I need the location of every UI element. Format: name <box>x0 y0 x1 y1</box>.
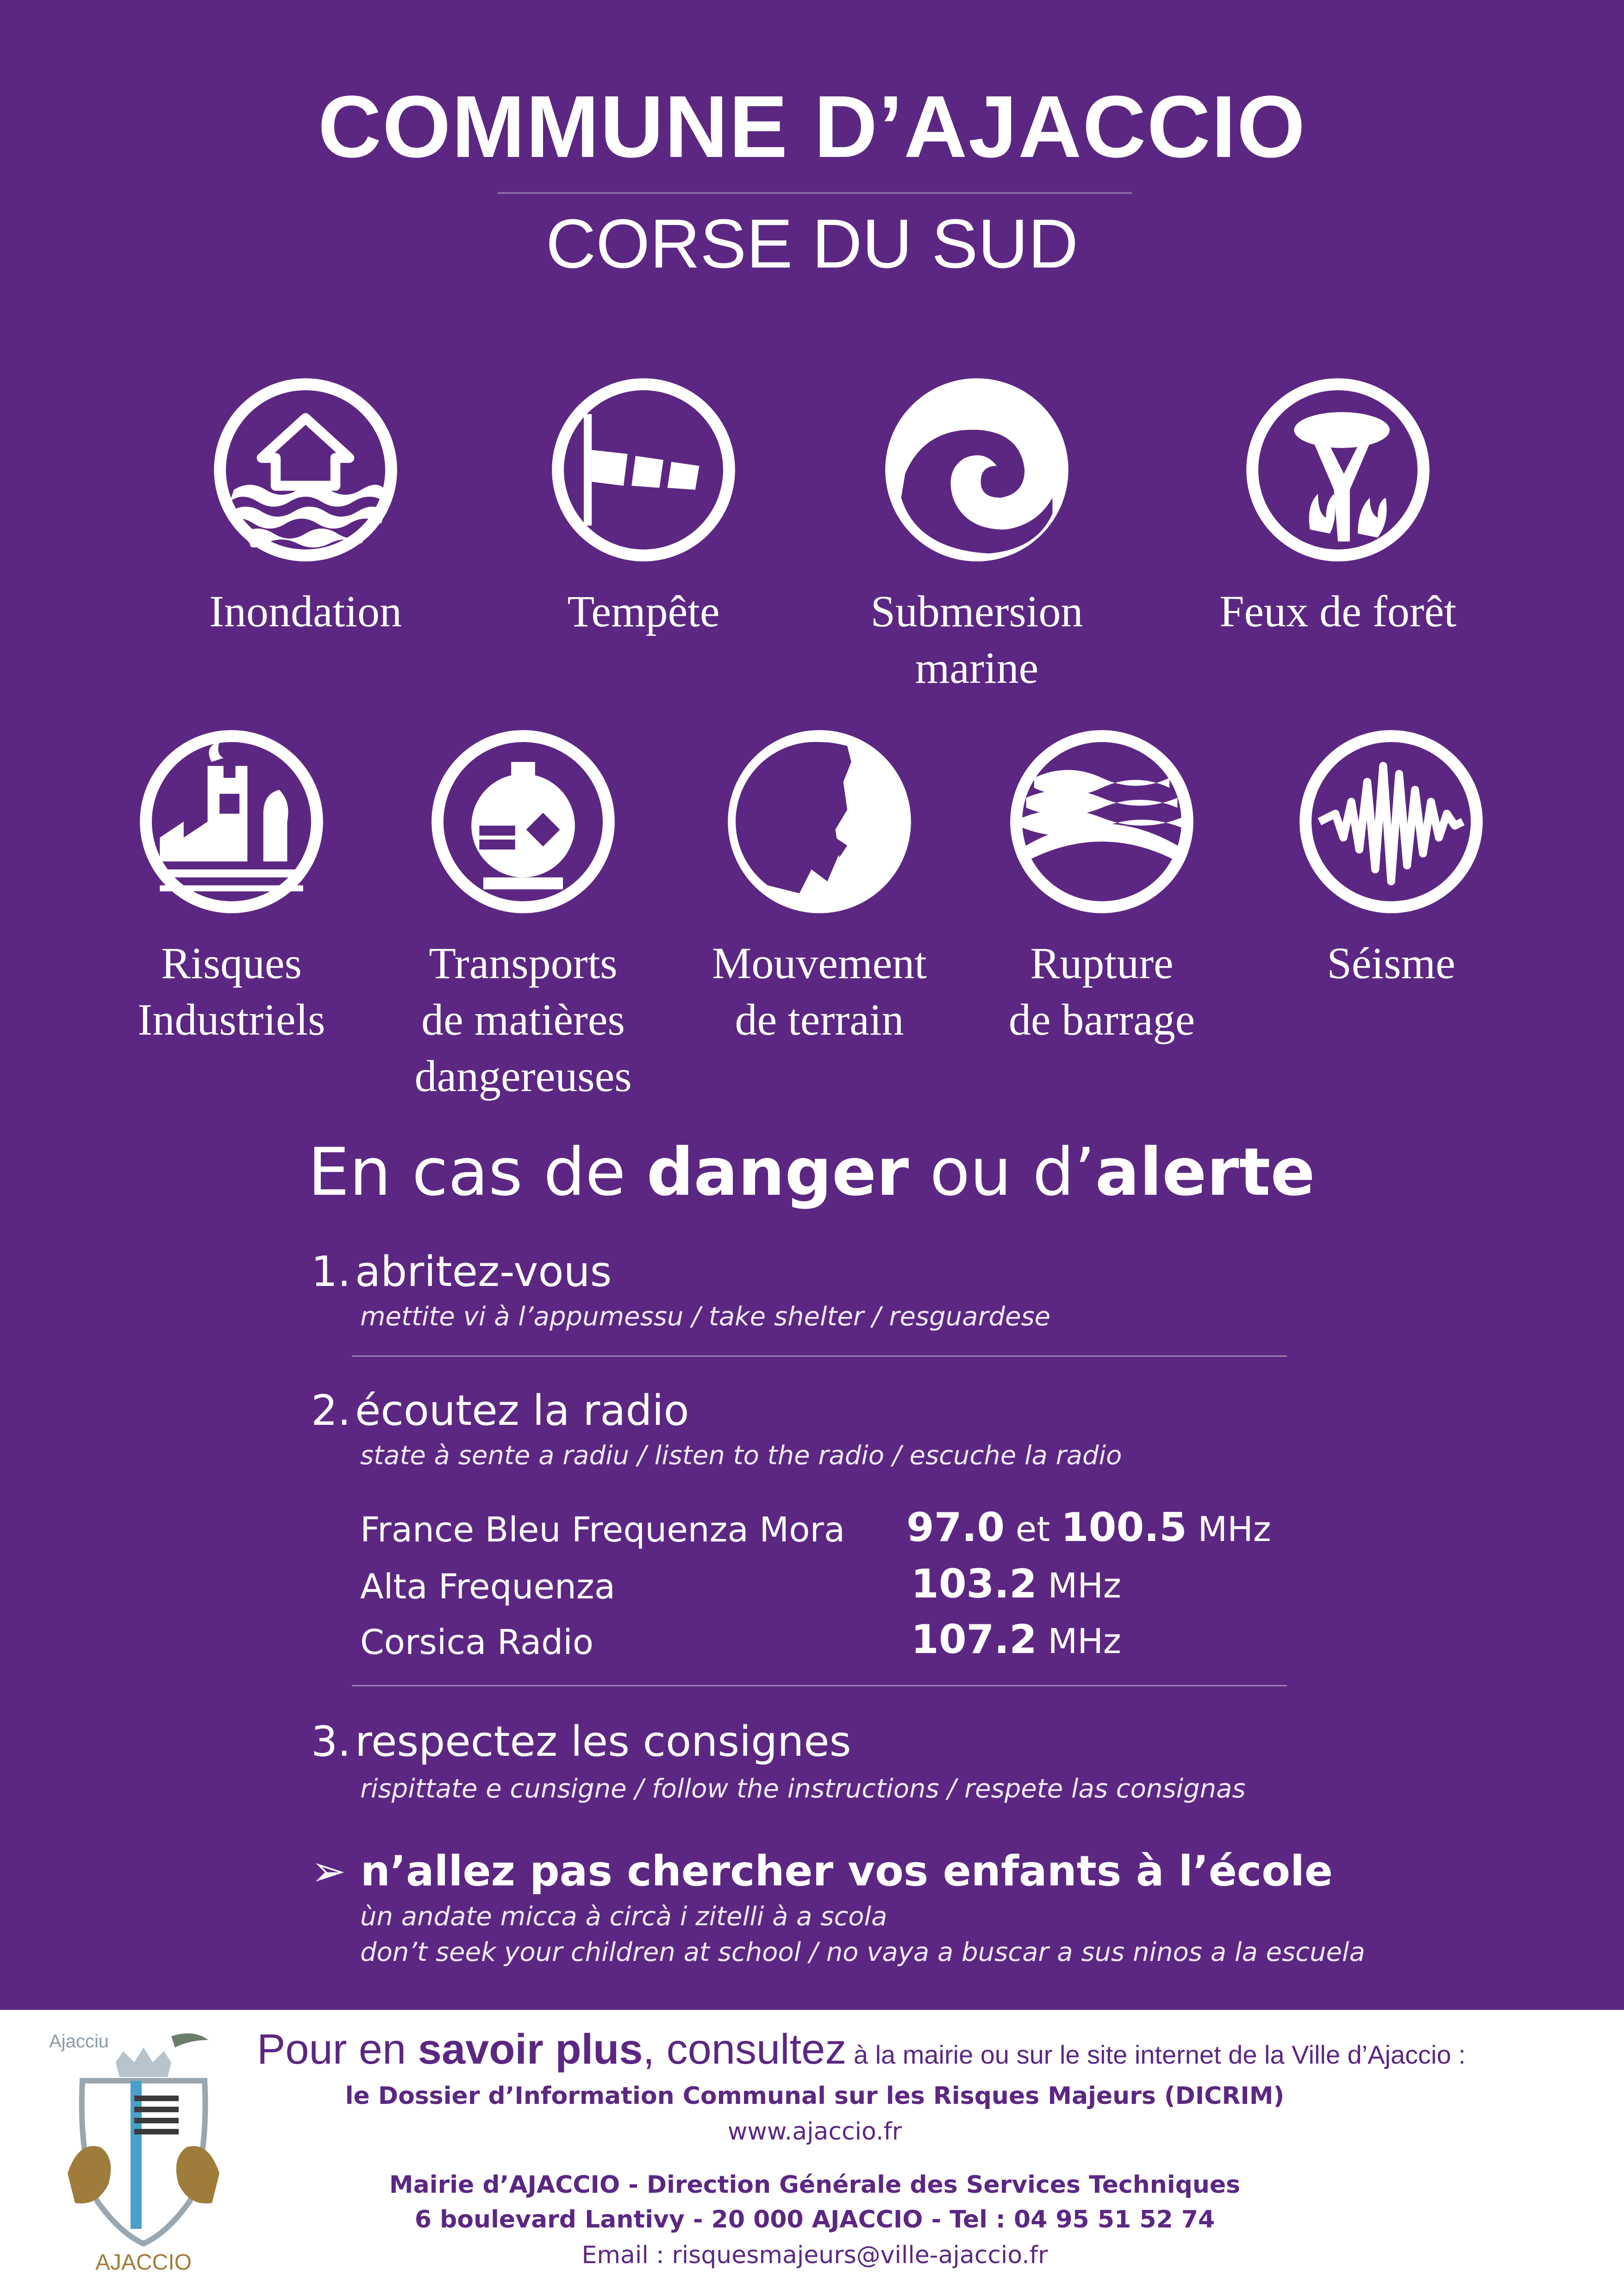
risk-seisme <box>1271 722 1512 992</box>
risk-industriels <box>111 722 352 1048</box>
step-2-translation: state à sente a radiu / listen to the radio / escuche la radio <box>360 1441 1122 1471</box>
windsock-icon <box>544 370 743 569</box>
svg-text:Ajacciu: Ajacciu <box>49 2031 109 2052</box>
coat-of-arms-icon <box>42 2025 245 2275</box>
risk-inondation <box>185 370 426 640</box>
divider <box>352 1685 1287 1686</box>
alert-heading: En cas de danger ou d’alerte <box>308 1134 1315 1210</box>
seismograph-icon <box>1292 722 1491 921</box>
risk-label: Transports de matières dangereuses <box>414 938 632 1101</box>
risk-feux-de-foret <box>1199 370 1477 640</box>
risk-tempete <box>523 370 764 640</box>
radio-frequency: 97.0 et 100.5 MHz <box>906 1504 1271 1551</box>
title-divider <box>498 192 1132 194</box>
page-subtitle: CORSE DU SUD <box>545 205 1079 282</box>
divider <box>352 1355 1287 1357</box>
risk-label: Séisme <box>1327 938 1455 988</box>
step-1-translation: mettite vi à l’appumessu / take shelter / resguardese <box>360 1302 1051 1332</box>
risk-label: Feux de forêt <box>1219 586 1456 636</box>
radio-name: Alta Frequenza <box>360 1567 616 1607</box>
dam-icon <box>1002 722 1201 921</box>
risk-label: Tempête <box>567 586 720 636</box>
radio-name: France Bleu Frequenza Mora <box>360 1510 845 1550</box>
footer-email[interactable]: Email : risquesmajeurs@ville-ajaccio.fr <box>581 2241 1048 2269</box>
risk-label: Mouvement de terrain <box>712 938 927 1044</box>
page-title: COMMUNE D’AJACCIO <box>318 78 1306 176</box>
factory-icon <box>132 722 331 921</box>
footer-dicrim: le Dossier d’Information Communal sur les Risques Majeurs (DICRIM) <box>345 2082 1285 2110</box>
footer-website[interactable]: www.ajaccio.fr <box>727 2118 902 2146</box>
risk-rupture-barrage <box>981 722 1222 1048</box>
step-1: 1. abritez-vous <box>311 1248 612 1296</box>
risk-label: Inondation <box>209 586 402 636</box>
wave-icon <box>877 370 1076 569</box>
city-logo <box>42 2025 245 2275</box>
risk-label: Rupture de barrage <box>1008 938 1195 1044</box>
forest-fire-icon <box>1238 370 1437 569</box>
risk-transports <box>398 722 648 1104</box>
risk-submersion <box>847 370 1106 696</box>
step-3: 3. respectez les consignes <box>311 1717 851 1766</box>
risk-mouvement-terrain <box>694 722 944 1048</box>
warning-translation-2: don’t seek your children at school / no vaya a buscar a sus ninos a la escuela <box>360 1937 1365 1967</box>
footer-mairie: Mairie d’AJACCIO - Direction Générale des Services Techniques <box>389 2171 1241 2199</box>
step-3-translation: rispittate e cunsigne / follow the instructions / respete las consignas <box>360 1774 1246 1804</box>
tank-icon <box>424 722 623 921</box>
landslide-icon <box>720 722 919 921</box>
warning-translation-1: ùn andate micca à circà i zitelli à a scola <box>360 1902 887 1932</box>
footer-lead: Pour en savoir plus, consultez à la mairie ou sur le site internet de la Ville d’Ajaccio : <box>257 2026 1466 2073</box>
footer-address: 6 boulevard Lantivy - 20 000 AJACCIO - Tel : 04 95 51 52 74 <box>414 2206 1215 2234</box>
step-2: 2. écoutez la radio <box>311 1386 689 1435</box>
radio-name: Corsica Radio <box>360 1622 593 1662</box>
arrow-icon: ➢ <box>311 1847 346 1896</box>
radio-frequency: 103.2 MHz <box>911 1561 1121 1607</box>
radio-frequency: 107.2 MHz <box>911 1616 1121 1663</box>
risk-label: Submersion marine <box>870 586 1083 693</box>
svg-text:AJACCIO: AJACCIO <box>95 2250 192 2275</box>
flood-icon <box>206 370 405 569</box>
risk-label: Risques Industriels <box>137 938 325 1044</box>
warning-school: ➢ n’allez pas chercher vos enfants à l’école <box>311 1847 1333 1896</box>
